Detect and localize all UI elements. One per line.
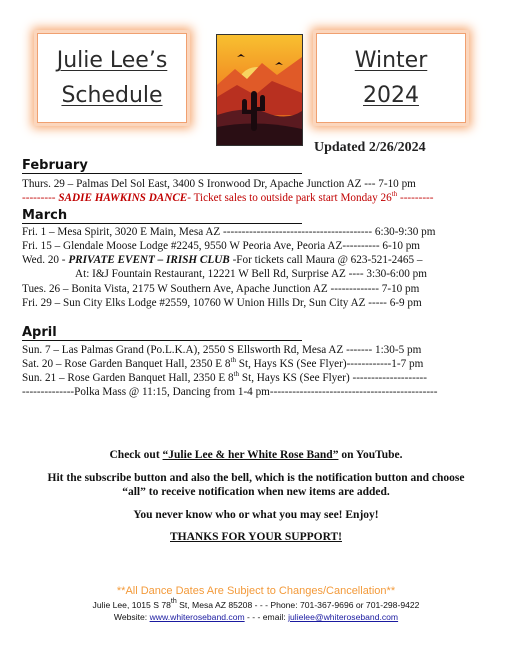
mar-event-2: Fri. 15 – Glendale Moose Lodge #2245, 9550 W Peoria Ave, Peoria AZ---------- 6-10 pm bbox=[22, 240, 421, 252]
mar-event-3-date: Wed. 20 - bbox=[22, 254, 69, 266]
desert-sunset-image bbox=[216, 34, 303, 146]
heading-february: February bbox=[22, 158, 302, 174]
contact-address bbox=[0, 600, 512, 610]
apr-event-2-rest: St, Hays KS (See Flyer)------------1-7 pm bbox=[235, 358, 424, 370]
youtube-pre: Check out bbox=[109, 449, 163, 461]
address-rest: St, Mesa AZ 85208 - - - Phone: 701-367-9696 or 701-298-9422 bbox=[176, 600, 420, 610]
title-box-season bbox=[316, 33, 466, 123]
title-line-2: Schedule bbox=[61, 83, 163, 108]
apr-event-1: Sun. 7 – Las Palmas Grand (Po.L.K.A), 2550 S Ellsworth Rd, Mesa AZ ------- 1:30-5 pm bbox=[22, 344, 422, 356]
subscribe-line-1: Hit the subscribe button and also the bell, which is the notification button and choose bbox=[47, 472, 465, 484]
website-label: Website: bbox=[113, 612, 150, 622]
title-line-1: Julie Lee’s bbox=[56, 48, 168, 73]
mar-event-3-rest: -For tickets call Maura @ 623-521-2465 – bbox=[229, 254, 423, 266]
apr-event-3-cont: --------------Polka Mass @ 11:15, Dancing from 1-4 pm--------------------------------------------- bbox=[22, 386, 438, 398]
feb-note-text: - Ticket sales to outside park start Monday 26 bbox=[187, 192, 392, 204]
updated-date: Updated 2/26/2024 bbox=[314, 140, 426, 155]
season-line-2: 2024 bbox=[363, 83, 419, 108]
heading-april: April bbox=[22, 325, 302, 341]
mar-event-3 bbox=[22, 254, 422, 267]
mar-event-4: Tues. 26 – Bonita Vista, 2175 W Southern Ave, Apache Junction AZ ------------- 7-10 pm bbox=[22, 283, 420, 295]
private-event-label: PRIVATE EVENT – IRISH CLUB bbox=[68, 254, 230, 266]
season-line-1: Winter bbox=[354, 48, 428, 73]
apr-event-3-pre: Sun. 21 – Rose Garden Banquet Hall, 2350 E 8 bbox=[22, 372, 234, 384]
feb-event-1: Thurs. 29 – Palmas Del Sol East, 3400 S Ironwood Dr, Apache Junction AZ --- 7-10 pm bbox=[22, 178, 416, 190]
email-label: - - - email: bbox=[244, 612, 289, 622]
cancellation-note: **All Dance Dates Are Subject to Changes/Cancellation** bbox=[116, 585, 396, 597]
feb-note-end: --------- bbox=[397, 192, 434, 204]
mar-event-1: Fri. 1 – Mesa Spirit, 3020 E Main, Mesa AZ ---------------------------------------- 6:30-9:30 pm bbox=[22, 226, 436, 238]
apr-event-3-rest: St, Hays KS (See Flyer) -------------------- bbox=[239, 372, 427, 384]
apr-event-3-sup: th bbox=[233, 370, 240, 378]
thanks-line: THANKS FOR YOUR SUPPORT! bbox=[170, 531, 342, 543]
feb-dash: --------- bbox=[22, 192, 59, 204]
band-name: “Julie Lee & her White Rose Band” bbox=[162, 449, 339, 461]
subscribe-line-2: “all” to receive notification when new items are added. bbox=[122, 486, 390, 498]
email-link[interactable]: julielee@whiteroseband.com bbox=[288, 612, 399, 622]
enjoy-line: You never know who or what you may see! Enjoy! bbox=[133, 509, 379, 521]
title-box-schedule bbox=[37, 33, 187, 123]
mar-event-5: Fri. 29 – Sun City Elks Lodge #2559, 10760 W Union Hills Dr, Sun City AZ ----- 6-9 pm bbox=[22, 297, 422, 309]
youtube-post: on YouTube. bbox=[338, 449, 403, 461]
mar-event-3-venue: At: I&J Fountain Restaurant, 12221 W Bell Rd, Surprise AZ ---- 3:30-6:00 pm bbox=[75, 268, 427, 280]
youtube-callout bbox=[0, 448, 512, 462]
heading-march: March bbox=[22, 208, 302, 224]
address-pre: Julie Lee, 1015 S 78 bbox=[92, 600, 171, 610]
sadie-hawkins-label: SADIE HAWKINS DANCE bbox=[58, 192, 188, 204]
apr-event-2-pre: Sat. 20 – Rose Garden Banquet Hall, 2350 E 8 bbox=[22, 358, 231, 370]
apr-event-2 bbox=[22, 358, 423, 371]
website-link[interactable]: www.whiteroseband.com bbox=[149, 612, 245, 622]
apr-event-3 bbox=[22, 372, 427, 385]
contact-web bbox=[0, 612, 512, 622]
address-sup: th bbox=[170, 598, 177, 605]
feb-note-sup: th bbox=[391, 190, 398, 198]
apr-event-2-sup: th bbox=[230, 356, 236, 364]
cactus-sunset-icon bbox=[217, 35, 302, 145]
feb-event-note bbox=[22, 192, 434, 205]
